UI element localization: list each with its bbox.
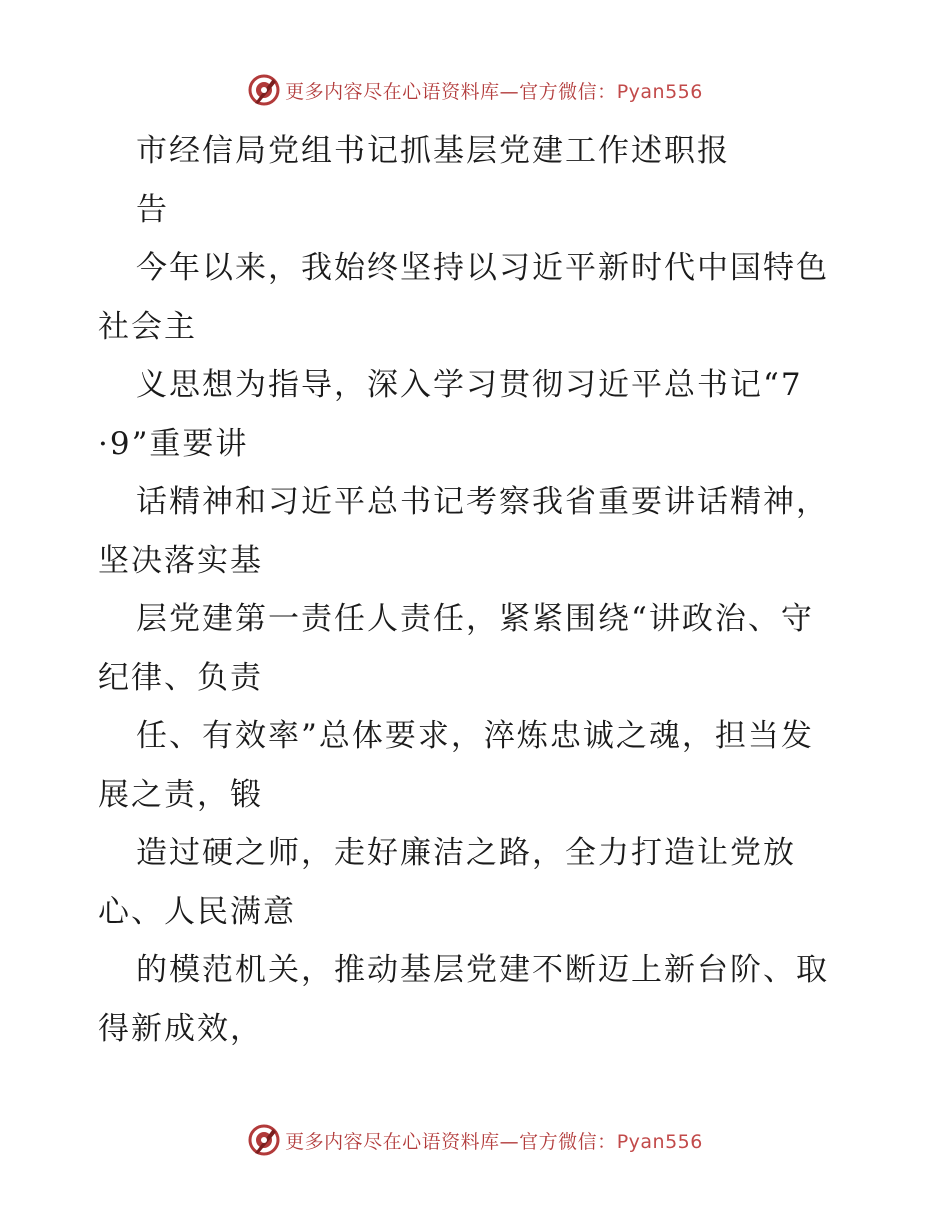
paragraph-line: 纪律、负责 (98, 659, 263, 696)
paragraph-line: 坚决落实基 (98, 542, 263, 579)
paragraph-line: 心、人民满意 (98, 893, 296, 930)
document-body (98, 122, 858, 1058)
paragraph-line: 的模范机关，推动基层党建不断迈上新台阶、取 (136, 952, 829, 988)
watermark-footer (0, 1120, 950, 1160)
watermark-text: 更多内容尽在心语资料库—官方微信：Pyan556 (285, 80, 703, 103)
document-title-line: 告 (136, 191, 169, 228)
paragraph-line: 层党建第一责任人责任，紧紧围绕“讲政治、守 (136, 601, 814, 637)
watermark-header (0, 70, 950, 110)
paragraph-line: 任、有效率”总体要求，淬炼忠诚之魂，担当发 (136, 718, 814, 754)
watermark-text: 更多内容尽在心语资料库—官方微信：Pyan556 (285, 1130, 703, 1153)
paragraph-line: 展之责，锻 (98, 776, 263, 813)
paragraph-line: 义思想为指导，深入学习贯彻习近平总书记“7 (136, 367, 803, 403)
document-title-line: 市经信局党组书记抓基层党建工作述职报 (136, 133, 730, 169)
paragraph-line: ·9”重要讲 (98, 425, 249, 462)
quill-seal-icon (247, 73, 281, 107)
paragraph-line: 今年以来，我始终坚持以习近平新时代中国特色 (136, 250, 829, 286)
quill-seal-icon (247, 1123, 281, 1157)
paragraph-line: 得新成效， (98, 1010, 263, 1047)
paragraph-line: 造过硬之师，走好廉洁之路，全力打造让党放 (136, 835, 796, 871)
paragraph-line: 话精神和习近平总书记考察我省重要讲话精神， (136, 484, 829, 520)
paragraph-line: 社会主 (98, 308, 197, 345)
